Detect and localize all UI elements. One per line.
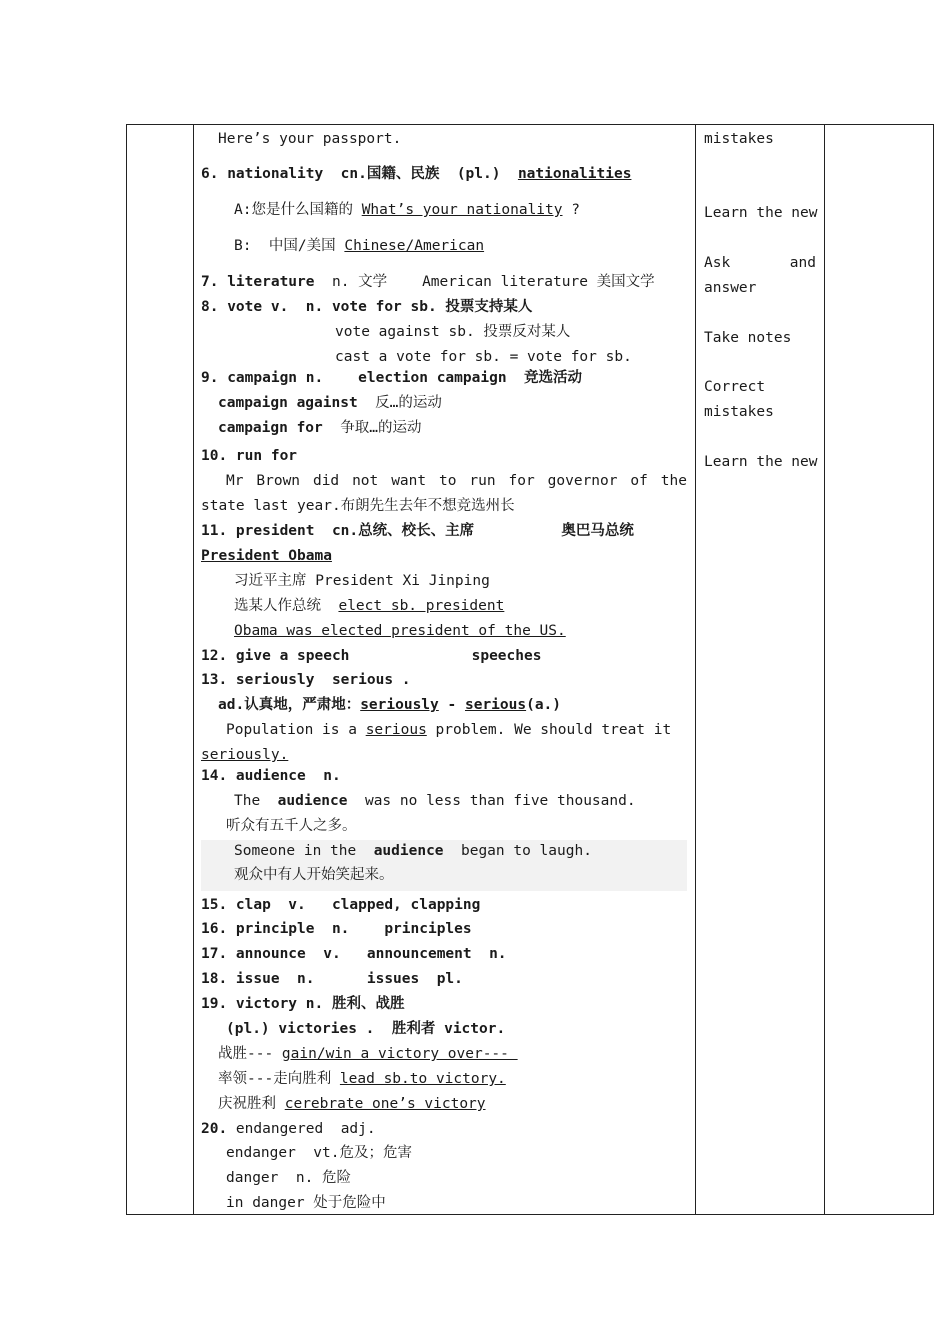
activity-note: Learn the new xyxy=(704,454,818,470)
column-divider xyxy=(193,125,194,1214)
example-line: 庆祝胜利 cerebrate one’s victory xyxy=(218,1096,486,1112)
example-line: The audience was no less than five thousand. xyxy=(234,793,636,809)
example-line: in danger 处于危险中 xyxy=(226,1195,386,1211)
lesson-table xyxy=(126,124,934,1215)
example-line: campaign against 反…的运动 xyxy=(218,395,442,411)
column-divider xyxy=(695,125,696,1214)
example-line: B: 中国/美国 Chinese/American xyxy=(234,238,485,254)
vocab-entry: 15. clap v. clapped, clapping xyxy=(201,897,481,913)
vocab-entry: 18. issue n. issues pl. xyxy=(201,971,463,987)
vocab-entry: 7. literature n. 文学 American literature 美国文学 xyxy=(201,274,655,290)
example-line: 率领---走向胜利 lead sb.to victory. xyxy=(218,1071,506,1087)
example-line: endanger vt.危及；危害 xyxy=(226,1145,412,1161)
example-line: 观众中有人开始笑起来。 xyxy=(234,867,394,883)
vocab-entry: 17. announce v. announcement n. xyxy=(201,946,507,962)
vocab-entry: 11. president cn.总统、校长、主席 奥巴马总统 xyxy=(201,523,634,539)
example-line: danger n. 危险 xyxy=(226,1170,352,1186)
vocab-entry: 10. run for xyxy=(201,448,298,464)
activity-note: mistakes xyxy=(704,404,774,420)
content-column xyxy=(201,125,695,1214)
example-line: 习近平主席 President Xi Jinping xyxy=(234,573,490,589)
example-line: A:您是什么国籍的 What’s your nationality ? xyxy=(234,202,580,218)
vocab-entry: President Obama xyxy=(201,548,332,564)
example-line: 选某人作总统 elect sb. president xyxy=(234,598,505,614)
example-line: 战胜--- gain/win a victory over--- xyxy=(218,1046,518,1062)
vocab-entry: 14. audience n. xyxy=(201,768,341,784)
example-line: seriously. xyxy=(201,747,289,763)
vocab-entry: 13. seriously serious . xyxy=(201,672,411,688)
vocab-entry: 12. give a speech speeches xyxy=(201,648,542,664)
activity-note: Correct xyxy=(704,379,766,395)
activity-note: mistakes xyxy=(704,131,774,147)
vocab-entry: ad.认真地，严肃地：seriously - serious(a.) xyxy=(218,697,562,713)
activity-note: Learn the new xyxy=(704,205,818,221)
vocab-entry: 16. principle n. principles xyxy=(201,921,472,937)
vocab-entry: 8. vote v. n. vote for sb. 投票支持某人 xyxy=(201,299,533,315)
example-line: vote against sb. 投票反对某人 xyxy=(335,324,571,340)
example-line: cast a vote for sb. = vote for sb. xyxy=(335,349,632,365)
vocab-entry: 20. endangered adj. xyxy=(201,1121,376,1137)
example-line: campaign for 争取…的运动 xyxy=(218,420,422,436)
example-line: Mr Brown did not want to run for governor of the xyxy=(226,473,687,489)
example-line: 听众有五千人之多。 xyxy=(226,818,357,834)
activity-note: Ask and xyxy=(704,255,816,271)
activity-column xyxy=(704,125,826,1214)
vocab-entry: 9. campaign n. election campaign 竞选活动 xyxy=(201,370,583,386)
example-line: Population is a serious problem. We should treat it xyxy=(226,722,672,738)
vocab-entry: 19. victory n. 胜利、战胜 xyxy=(201,996,405,1012)
activity-note: answer xyxy=(704,280,757,296)
activity-note: Take notes xyxy=(704,330,792,346)
vocab-entry: (pl.) victories . 胜利者 victor. xyxy=(226,1021,506,1037)
example-line: Obama was elected president of the US. xyxy=(234,623,566,639)
example-line: state last year.布朗先生去年不想竞选州长 xyxy=(201,498,515,514)
example-line: Someone in the audience began to laugh. xyxy=(234,843,592,859)
text-line: Here’s your passport. xyxy=(218,131,402,147)
vocab-entry: 6. nationality cn.国籍、民族 (pl.) nationalities xyxy=(201,166,632,182)
